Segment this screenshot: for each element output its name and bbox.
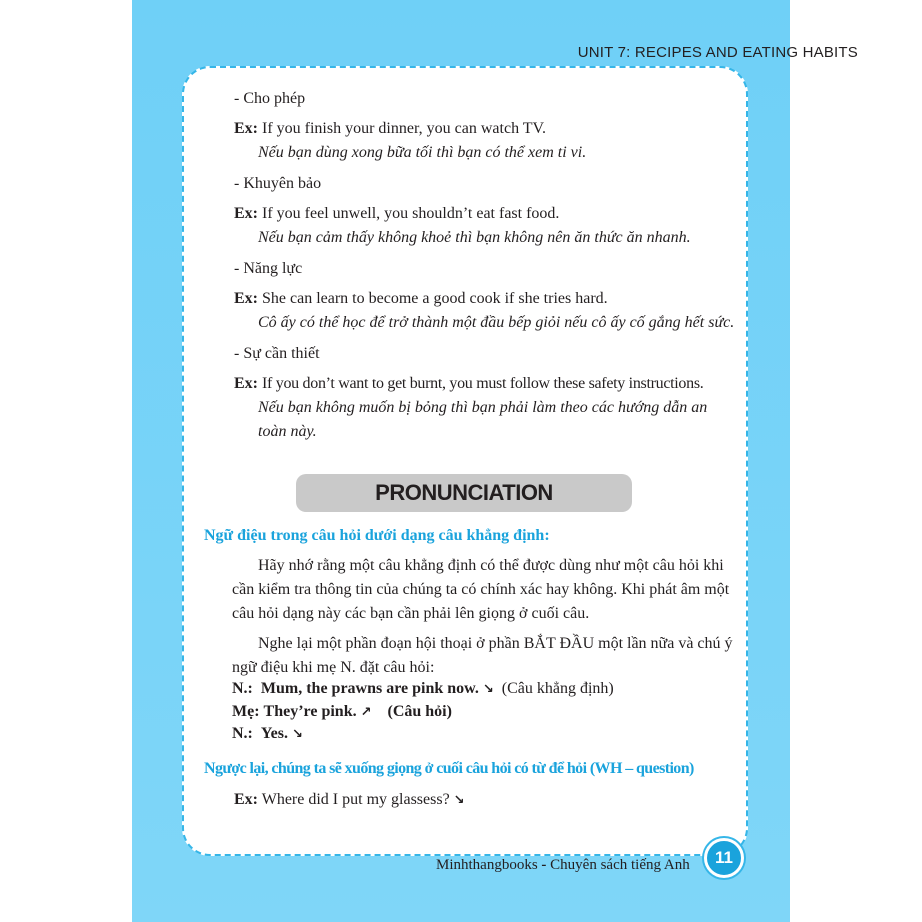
example-text: If you finish your dinner, you can watch TV. xyxy=(262,120,547,137)
section-heading-intonation: Ngữ điệu trong câu hỏi dưới dạng câu khẳng định: xyxy=(204,527,550,544)
dialogue-line xyxy=(232,703,452,721)
example-line xyxy=(234,120,546,138)
dialogue-text: Yes. xyxy=(260,725,288,742)
example-text: If you don’t want to get burnt, you must follow these safety instructions. xyxy=(262,375,704,392)
ex-prefix: Ex: xyxy=(234,120,258,137)
falling-arrow-icon: ↘ xyxy=(453,793,465,808)
example-line xyxy=(234,205,559,223)
paragraph-line: câu hỏi dạng này các bạn cần phải lên giọng ở cuối câu. xyxy=(232,605,590,622)
paragraph-line: Nghe lại một phần đoạn hội thoại ở phần BẮT ĐẦU một lần nữa và chú ý xyxy=(258,635,733,652)
unit-header: UNIT 7: RECIPES AND EATING HABITS xyxy=(577,44,858,61)
vietnamese-translation-cont: toàn này. xyxy=(258,423,317,440)
dialogue-note: (Câu khẳng định) xyxy=(501,680,614,697)
dialogue-text: They’re pink. xyxy=(263,703,357,720)
use-label: - Năng lực xyxy=(234,260,303,277)
use-label: - Sự cần thiết xyxy=(234,345,320,362)
use-label: - Khuyên bảo xyxy=(234,175,322,192)
rising-arrow-icon: ↗ xyxy=(360,705,372,720)
vietnamese-translation: Nếu bạn cảm thấy không khoẻ thì bạn không nên ăn thức ăn nhanh. xyxy=(258,229,691,246)
section-heading-wh-question: Ngược lại, chúng ta sẽ xuống giọng ở cuối câu hỏi có từ để hỏi (WH – question) xyxy=(204,760,694,777)
paragraph-line: ngữ điệu khi mẹ N. đặt câu hỏi: xyxy=(232,659,435,676)
footer xyxy=(436,857,690,874)
paragraph-line: cần kiểm tra thông tin của chúng ta có chính xác hay không. Khi phát âm một xyxy=(232,581,730,598)
dialogue-note: (Câu hỏi) xyxy=(387,703,452,720)
ex-prefix: Ex: xyxy=(234,205,258,222)
footer-separator: - xyxy=(537,857,551,873)
use-label: - Cho phép xyxy=(234,90,306,107)
example-line xyxy=(234,290,608,308)
paragraph-line: Hãy nhớ rằng một câu khẳng định có thể được dùng như một câu hỏi khi xyxy=(258,557,724,574)
dialogue-text: Mum, the prawns are pink now. xyxy=(260,680,479,697)
pronunciation-title: PRONUNCIATION xyxy=(375,480,553,505)
ex-prefix: Ex: xyxy=(234,375,258,392)
speaker: N.: xyxy=(232,680,253,697)
ex-prefix: Ex: xyxy=(234,791,258,808)
example-text: Where did I put my glassess? xyxy=(261,791,450,808)
publisher-tagline: Chuyên sách tiếng Anh xyxy=(550,857,690,873)
vietnamese-translation: Nếu bạn dùng xong bữa tối thì bạn có thể xem ti vi. xyxy=(258,144,587,161)
vietnamese-translation: Nếu bạn không muốn bị bỏng thì bạn phải làm theo các hướng dẫn an xyxy=(258,399,708,416)
pronunciation-banner xyxy=(296,474,632,512)
page-number: 11 xyxy=(715,848,733,867)
vietnamese-translation: Cô ấy có thể học để trở thành một đầu bếp giỏi nếu cô ấy cố gắng hết sức. xyxy=(258,314,735,331)
example-line xyxy=(234,375,703,393)
speaker: Mẹ: xyxy=(232,703,260,720)
speaker: N.: xyxy=(232,725,253,742)
page-number-badge xyxy=(704,838,744,878)
example-line xyxy=(234,791,465,809)
publisher-name: Minhthangbooks xyxy=(436,857,538,873)
falling-arrow-icon: ↘ xyxy=(292,727,303,742)
dialogue-line xyxy=(232,680,614,698)
ex-prefix: Ex: xyxy=(234,290,258,307)
dialogue-line xyxy=(232,725,303,743)
falling-arrow-icon: ↘ xyxy=(482,682,494,697)
example-text: She can learn to become a good cook if she tries hard. xyxy=(262,290,608,307)
example-text: If you feel unwell, you shouldn’t eat fast food. xyxy=(262,205,560,222)
